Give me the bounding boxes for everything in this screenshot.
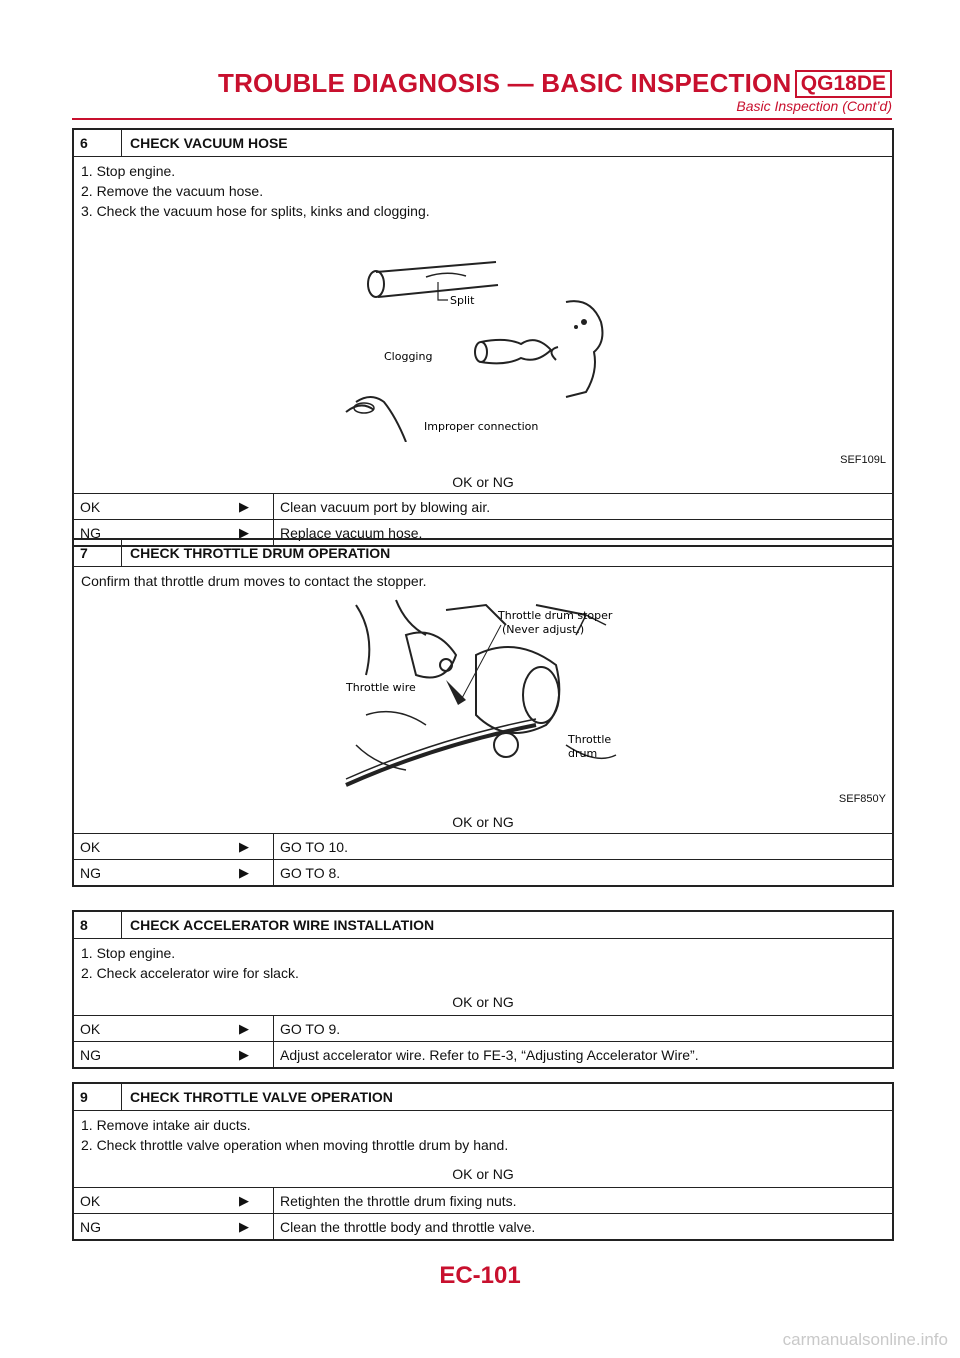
- instruction-line: 1. Stop engine.: [81, 163, 176, 179]
- instruction-line: 2. Check accelerator wire for slack.: [81, 965, 299, 981]
- ok-or-ng-label: OK or NG: [452, 474, 514, 490]
- page-title: TROUBLE DIAGNOSIS — BASIC INSPECTION: [218, 68, 792, 98]
- result-row-ok: [74, 1015, 892, 1041]
- step-7-block: [72, 538, 894, 887]
- throttle-drum-label: Throttle: [568, 733, 612, 746]
- result-row-ok: [74, 833, 892, 859]
- step-number: 8: [74, 912, 122, 938]
- result-key: NG: [80, 524, 101, 541]
- step-9-header: [74, 1084, 892, 1111]
- header-rule: [72, 118, 892, 120]
- arrow-right-icon: ▶: [239, 1192, 249, 1208]
- step-9-block: [72, 1082, 894, 1241]
- arrow-right-icon: ▶: [239, 498, 249, 514]
- step-title: CHECK VACUUM HOSE: [130, 135, 288, 151]
- instruction-line: 3. Check the vacuum hose for splits, kinks and clogging.: [81, 203, 430, 219]
- arrow-right-icon: ▶: [239, 864, 249, 880]
- result-action: GO TO 8.: [280, 864, 341, 881]
- figure-code: SEF850Y: [838, 793, 886, 805]
- arrow-right-icon: ▶: [239, 1218, 249, 1234]
- step-number: 7: [74, 540, 122, 566]
- step-title: CHECK ACCELERATOR WIRE INSTALLATION: [130, 917, 435, 933]
- instruction-line: 1. Stop engine.: [81, 945, 176, 961]
- result-key: OK: [80, 1020, 101, 1037]
- ok-or-ng-label: OK or NG: [452, 814, 514, 830]
- step-7-body: [74, 567, 892, 811]
- figure-code: SEF109L: [840, 454, 886, 466]
- ok-or-ng-label: OK or NG: [452, 1166, 514, 1182]
- instruction-line: Confirm that throttle drum moves to contact the stopper.: [81, 573, 427, 589]
- result-action: Adjust accelerator wire. Refer to FE-3, “Adjusting Accelerator Wire”.: [280, 1046, 699, 1063]
- result-action: GO TO 9.: [280, 1020, 341, 1037]
- result-row-ok: [74, 1187, 892, 1213]
- never-adjust-label: (Never adjust.): [502, 623, 585, 636]
- result-key: OK: [80, 498, 101, 515]
- ok-or-ng-label: OK or NG: [452, 994, 514, 1010]
- step-6-block: [72, 128, 894, 547]
- page-header: [70, 66, 892, 118]
- result-key: NG: [80, 1046, 101, 1063]
- instruction-line: 2. Remove the vacuum hose.: [81, 183, 264, 199]
- throttle-drum-figure: [336, 595, 626, 795]
- split-label: Split: [450, 294, 475, 307]
- clogging-label: Clogging: [384, 350, 433, 363]
- step-6-body: [74, 157, 892, 471]
- throttle-drum-label-2: drum: [568, 747, 598, 760]
- arrow-right-icon: ▶: [239, 1020, 249, 1036]
- step-number: 9: [74, 1084, 122, 1110]
- throttle-wire-label: Throttle wire: [346, 681, 416, 694]
- result-action: Retighten the throttle drum fixing nuts.: [280, 1192, 517, 1209]
- result-action: Replace vacuum hose.: [280, 524, 423, 541]
- result-row-ng: [74, 1213, 892, 1239]
- instruction-line: 1. Remove intake air ducts.: [81, 1117, 251, 1133]
- engine-model-badge: QG18DE: [795, 70, 892, 98]
- step-8-header: [74, 912, 892, 939]
- stopper-label: Throttle drum stoper: [498, 609, 613, 622]
- result-row-ok: [74, 493, 892, 519]
- improper-connection-label: Improper connection: [424, 420, 539, 433]
- step-7-header: [74, 540, 892, 567]
- watermark: carmanualsonline.info: [782, 1330, 948, 1349]
- step-8-body: [74, 939, 892, 989]
- step-number: 6: [74, 130, 122, 156]
- arrow-right-icon: ▶: [239, 1046, 249, 1062]
- result-action: Clean vacuum port by blowing air.: [280, 498, 491, 515]
- arrow-right-icon: ▶: [239, 838, 249, 854]
- result-action: Clean the throttle body and throttle valve.: [280, 1218, 536, 1235]
- instruction-line: 2. Check throttle valve operation when moving throttle drum by hand.: [81, 1137, 509, 1153]
- result-key: OK: [80, 838, 101, 855]
- vacuum-hose-figure: [336, 252, 636, 442]
- page-number: EC-101: [439, 1262, 521, 1289]
- step-title: CHECK THROTTLE DRUM OPERATION: [130, 545, 391, 561]
- step-6-header: [74, 130, 892, 157]
- result-row-ng: [74, 1041, 892, 1067]
- step-9-body: [74, 1111, 892, 1161]
- result-row-ng: [74, 859, 892, 885]
- result-key: OK: [80, 1192, 101, 1209]
- result-action: GO TO 10.: [280, 838, 348, 855]
- step-8-block: [72, 910, 894, 1069]
- result-key: NG: [80, 1218, 101, 1235]
- page-subtitle: Basic Inspection (Cont’d): [736, 98, 892, 114]
- result-key: NG: [80, 864, 101, 881]
- step-title: CHECK THROTTLE VALVE OPERATION: [130, 1089, 393, 1105]
- arrow-right-icon: ▶: [239, 524, 249, 540]
